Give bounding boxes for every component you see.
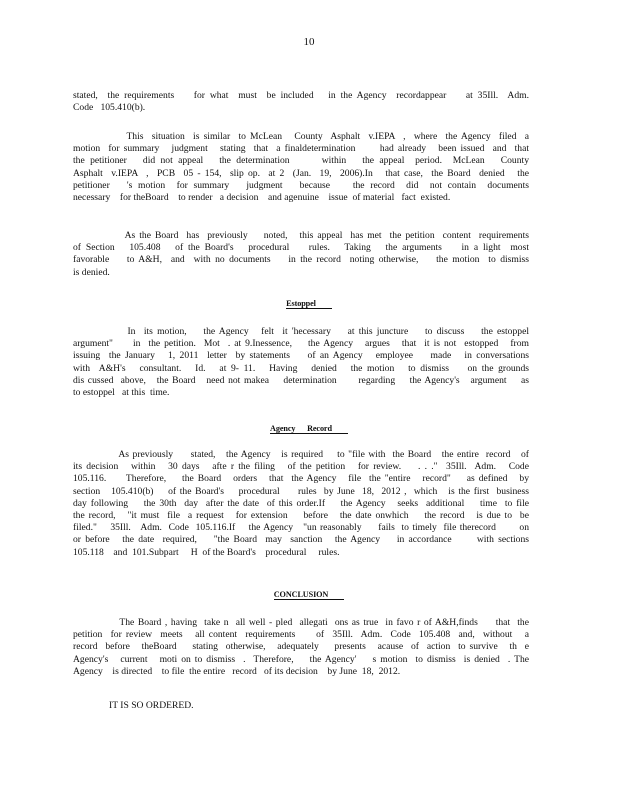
text-line: day following the 30th day after the date of this order.If the Agency seeks additional time to file xyxy=(73,497,529,509)
heading-conclusion xyxy=(0,590,618,599)
paragraph-mclean xyxy=(73,131,529,204)
text-line: necessary for theBoard to render a decision and agenuine issue of material fact existed. xyxy=(73,192,451,204)
text-line: 105.116. Therefore, the Board orders that the Agency file the "entire record" as defined by xyxy=(73,473,529,485)
text-line: is denied. xyxy=(73,266,110,278)
text-line: of Section 105.408 of the Board's procedural rules. Taking the arguments in a light most xyxy=(73,242,529,254)
paragraph-conclusion xyxy=(73,617,529,678)
text-line: the record, "it must file a request for extension before the date onwhich the record is due to be xyxy=(73,510,529,522)
heading-word: Agency xyxy=(270,424,296,433)
text-line: Agency's current moti on to dismiss . Therefore, the Agency' s motion to dismiss is denied . The xyxy=(73,653,529,665)
text-line: issuing the January 1, 2011 letter by statements of an Agency employee made in conversations xyxy=(73,350,529,362)
text-line: stated, the requirements for what must be included in the Agency recordappear at 35Ill. Adm. xyxy=(73,90,529,101)
text-line: petition for review meets all content requirements of 35Ill. Adm. Code 105.408 and, without a xyxy=(73,629,529,641)
text-line: motion for summary judgment stating that a finaldetermination had already been issued and that xyxy=(73,143,529,155)
text-line: As the Board has previously noted, this appeal has met the petition content requirements xyxy=(73,230,529,241)
text-line: with A&H's consultant. Id. at 9- 11. Having denied the motion to dismiss on the grounds xyxy=(73,362,529,374)
closing-order: IT IS SO ORDERED. xyxy=(109,700,194,711)
text-line: record before theBoard stating otherwise, adequately presents acause of action to survive th e xyxy=(73,641,529,653)
text-line: 105.118 and 101.Subpart H of the Board's procedural rules. xyxy=(73,546,340,558)
paragraph-estoppel xyxy=(73,326,529,399)
text-line: In its motion, the Agency felt it 'hecessary at this juncture to discuss the estoppel xyxy=(73,326,529,337)
paragraph-requirements xyxy=(73,90,529,114)
text-line: argument" in the petition. Mot . at 9.Inessence, the Agency argues that it is not estopped from xyxy=(73,338,529,350)
text-line: petitioner 's motion for summary judgment because the record did not contain documents xyxy=(73,179,529,191)
heading-word: Record xyxy=(307,424,332,433)
heading-estoppel xyxy=(0,299,618,308)
text-line: the petitioner did not appeal the determination within the appeal period. McLean County xyxy=(73,155,529,167)
paragraph-board-noted xyxy=(73,230,529,279)
heading-text: CONCLUSION xyxy=(274,590,345,600)
text-line: dis cussed above, the Board need not makea determination regarding the Agency's argument as xyxy=(73,374,529,386)
paragraph-agency-record xyxy=(73,449,529,559)
text-line: As previously stated, the Agency is required to "file with the Board the entire record of xyxy=(73,449,529,460)
text-line: or before the date required, "the Board may sanction the Agency in accordance with sections xyxy=(73,534,529,546)
text-line: Asphalt v.IEPA , PCB 05 - 154, slip op. at 2 (Jan. 19, 2006).In that case, the Board denied the xyxy=(73,167,529,179)
heading-text: Estoppel xyxy=(286,299,332,309)
text-line: its decision within 30 days afte r the filing of the petition for review. . . ." 35Ill. Adm. Code xyxy=(73,461,529,473)
text-line: to estoppel at this time. xyxy=(73,387,170,399)
page-number: 10 xyxy=(303,36,315,48)
text-line: Code 105.410(b). xyxy=(73,102,146,114)
heading-text xyxy=(270,424,348,434)
text-line: favorable to A&H, and with no documents in the record noting otherwise, the motion to dismiss xyxy=(73,254,529,266)
heading-agency-record xyxy=(0,424,618,433)
text-line: This situation is similar to McLean County Asphalt v.IEPA , where the Agency filed a xyxy=(73,131,529,142)
text-line: The Board , having take n all well - pled allegati ons as true in favo r of A&H,finds that the xyxy=(73,617,529,628)
text-line: Agency is directed to file the entire record of its decision by June 18, 2012. xyxy=(73,665,401,677)
text-line: section 105.410(b) of the Board's procedural rules by June 18, 2012 , which is the first business xyxy=(73,485,529,497)
text-line: filed." 35Ill. Adm. Code 105.116.If the Agency "un reasonably fails to timely file therecord on xyxy=(73,522,529,534)
